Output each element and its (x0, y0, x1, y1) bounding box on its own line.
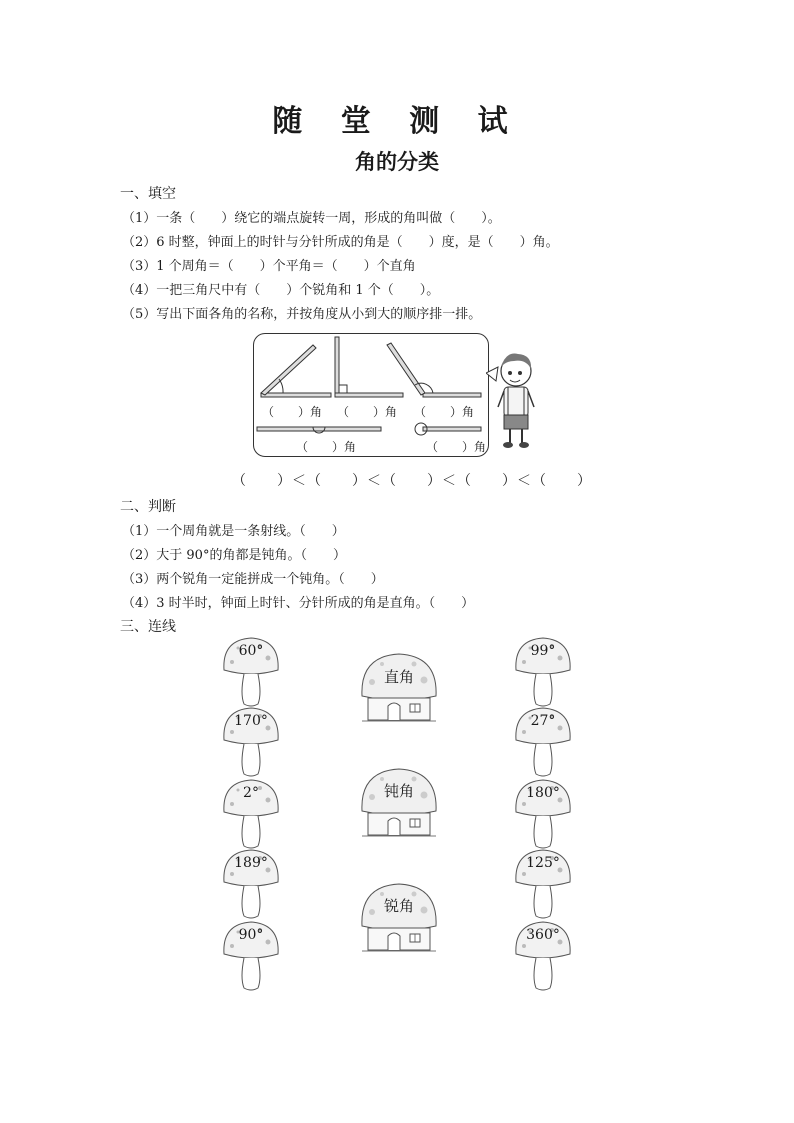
angle-label-4: （ ）角 (296, 440, 357, 454)
section-heading-fill-blank: 一、填空 (120, 186, 176, 202)
left-mushroom-label-3: 2° (243, 785, 259, 801)
question-2-2: （2）大于 90°的角都是钝角。（ ） (122, 548, 346, 563)
angle-label-2: （ ）角 (337, 405, 398, 419)
boy-illustration (486, 345, 546, 455)
right-mushroom-label-1: 99° (530, 643, 556, 659)
question-1-5: （5）写出下面各角的名称，并按角度从小到大的顺序排一排。 (122, 307, 482, 322)
angle-label-3: （ ）角 (414, 405, 475, 419)
obtuse-angle-figure (387, 343, 481, 397)
full-angle-figure (415, 423, 481, 435)
house-label-2: 钝角 (383, 782, 414, 800)
question-1-4: （4）一把三角尺中有（ ）个锐角和 1 个（ ）。 (122, 283, 440, 298)
question-2-4: （4）3 时半时，钟面上时针、分针所成的角是直角。（ ） (122, 596, 475, 611)
question-1-3: （3）1 个周角＝（ ）个平角＝（ ）个直角 (122, 259, 416, 274)
page-subtitle: 角的分类 (355, 150, 439, 174)
right-mushroom-label-5: 360° (526, 927, 560, 943)
right-mushroom-label-2: 27° (530, 713, 556, 729)
house-label-3: 锐角 (383, 897, 414, 915)
angle-label-5: （ ）角 (426, 440, 487, 454)
section-heading-match: 三、连线 (120, 619, 176, 635)
question-2-3: （3）两个锐角一定能拼成一个钝角。（ ） (122, 572, 384, 587)
left-mushroom-label-5: 90° (238, 927, 264, 943)
left-mushroom-label-4: 189° (234, 855, 268, 871)
question-1-2: （2）6 时整，钟面上的时针与分针所成的角是（ ）度，是（ ）角。 (122, 235, 559, 250)
house-1 (362, 654, 436, 721)
acute-angle-figure (261, 345, 331, 397)
question-1-1: （1）一条（ ）绕它的端点旋转一周，形成的角叫做（ ）。 (122, 211, 501, 226)
right-mushroom-label-3: 180° (526, 785, 560, 801)
question-2-1: （1）一个周角就是一条射线。（ ） (122, 524, 345, 539)
left-mushroom-label-2: 170° (234, 713, 268, 729)
order-line: （ ）＜（ ）＜（ ）＜（ ）＜（ ） (232, 473, 592, 489)
left-mushroom-label-1: 60° (238, 643, 264, 659)
page-title: 随 堂 测 试 (272, 104, 522, 139)
house-label-1: 直角 (383, 668, 414, 686)
right-mushroom-label-4: 125° (526, 855, 560, 871)
section-heading-judge: 二、判断 (120, 499, 176, 515)
angle-label-1: （ ）角 (262, 405, 323, 419)
straight-angle-figure (257, 427, 381, 433)
